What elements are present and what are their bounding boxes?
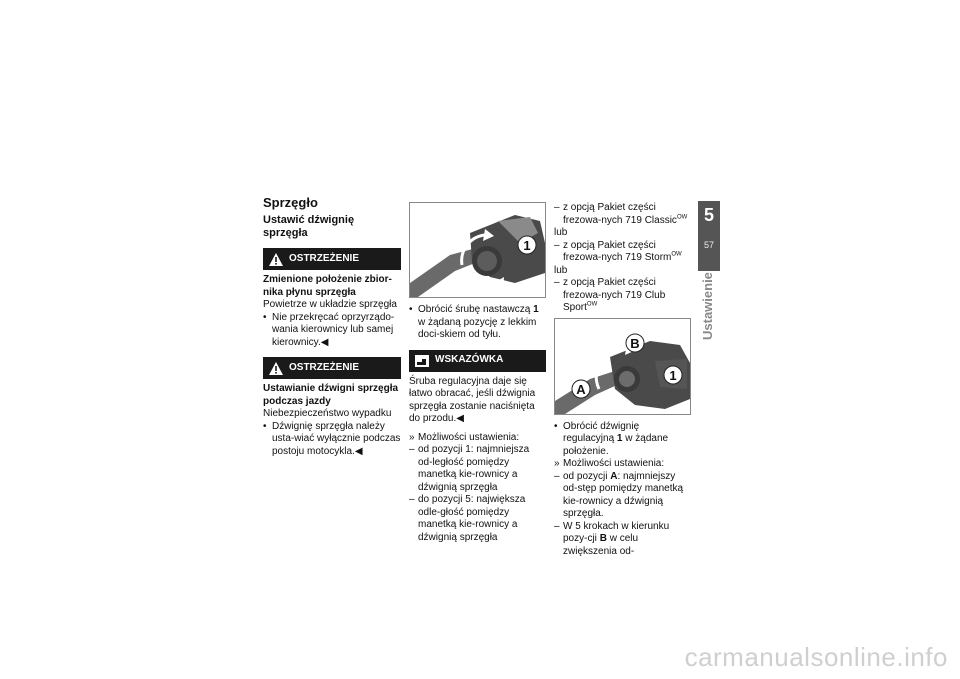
warning-heading: Ustawianie dźwigni sprzęgła podczas jazdy	[263, 383, 399, 407]
end-mark-icon: ◀	[354, 445, 363, 457]
clutch-lever-figure	[554, 318, 691, 415]
warning-label: OSTRZEŻENIE	[289, 361, 360, 373]
watermark: carmanualsonline.info	[684, 642, 948, 672]
figure-label-1: 1	[669, 367, 677, 383]
chapter-tab	[698, 201, 720, 271]
note-label: WSKAZÓWKA	[435, 354, 504, 366]
option-item: – od pozycji A: najmniejszy od-stęp pomiędzy manetką kie-rownicy a dźwignią sprzęgła.	[554, 470, 684, 519]
option-variant: – z opcją Pakiet części frezowa-nych 719 Storm$^{OW}$	[554, 239, 682, 263]
warning-triangle-icon	[269, 252, 283, 266]
option-item: – W 5 krokach w kierunku pozy-cji B w celu zwiększenia od-	[554, 520, 670, 557]
chapter-number: 5	[703, 205, 714, 225]
adjust-bullet: • Obrócić dźwignię regulacyjną 1 w żądane położenie.	[554, 420, 669, 457]
option-item: – do pozycji 5: największa odle-głość pomiędzy manetką kie-rownicy a dźwignią sprzęgła	[409, 494, 526, 543]
note-bar	[409, 350, 546, 372]
warning-bar-1	[263, 248, 401, 270]
side-chapter-label: Ustawienie	[700, 272, 715, 340]
warning-triangle-icon	[269, 361, 283, 375]
options-head: » Możliwości ustawienia:	[554, 458, 665, 469]
page-number: 57	[703, 240, 714, 250]
note-text: Śruba regulacyjna daje się łatwo obracać, jeśli dźwignia sprzęgła zostanie naciśnięta do przodu.◀	[409, 375, 536, 424]
column-2	[409, 202, 546, 544]
warning-bullet: • Dźwignię sprzęgła należy usta-wiać wyłącznie podczas postoju motocykla.◀	[263, 420, 401, 457]
column-3	[554, 202, 691, 558]
warning-text: Powietrze w układzie sprzęgła	[263, 299, 397, 310]
option-variant: – z opcją Pakiet części frezowa-nych 719 Classic$^{OW}$	[554, 202, 688, 226]
or-text: lub	[554, 264, 568, 276]
clutch-adjuster-figure	[409, 202, 546, 298]
options-head: » Możliwości ustawienia:	[409, 431, 520, 443]
section-subtitle: Ustawić dźwignię sprzęgła	[263, 214, 355, 239]
option-item: – od pozycji 1: najmniejsza od-ległość pomiędzy manetką kie-rownicy a dźwignią sprzęgła	[409, 444, 530, 493]
end-mark-icon: ◀	[320, 336, 329, 348]
section-title: Sprzęgło	[263, 195, 318, 210]
warning-text: Niebezpieczeństwo wypadku	[263, 408, 392, 419]
or-text: lub	[554, 227, 568, 238]
adjust-bullet: • Obrócić śrubę nastawczą 1 w żądaną pozycję z lekkim doci-skiem od tyłu.	[409, 304, 539, 340]
column-1	[263, 195, 401, 458]
end-mark-icon: ◀	[456, 413, 464, 424]
figure-label-1: 1	[523, 238, 531, 253]
warning-label: OSTRZEŻENIE	[289, 252, 360, 264]
figure-label-a: A	[576, 381, 586, 397]
warning-bar-2	[263, 357, 401, 379]
option-variant: – z opcją Pakiet części frezowa-nych 719 Club Sport$^{OW}$	[554, 277, 666, 313]
warning-bullet: • Nie przekręcać oprzyrządo-wania kierownicy lub samej kierownicy.◀	[263, 311, 395, 348]
note-hand-icon	[415, 354, 429, 368]
figure-label-b: B	[630, 335, 640, 351]
warning-heading: Zmienione położenie zbior-nika płynu sprzęgła	[263, 274, 392, 298]
